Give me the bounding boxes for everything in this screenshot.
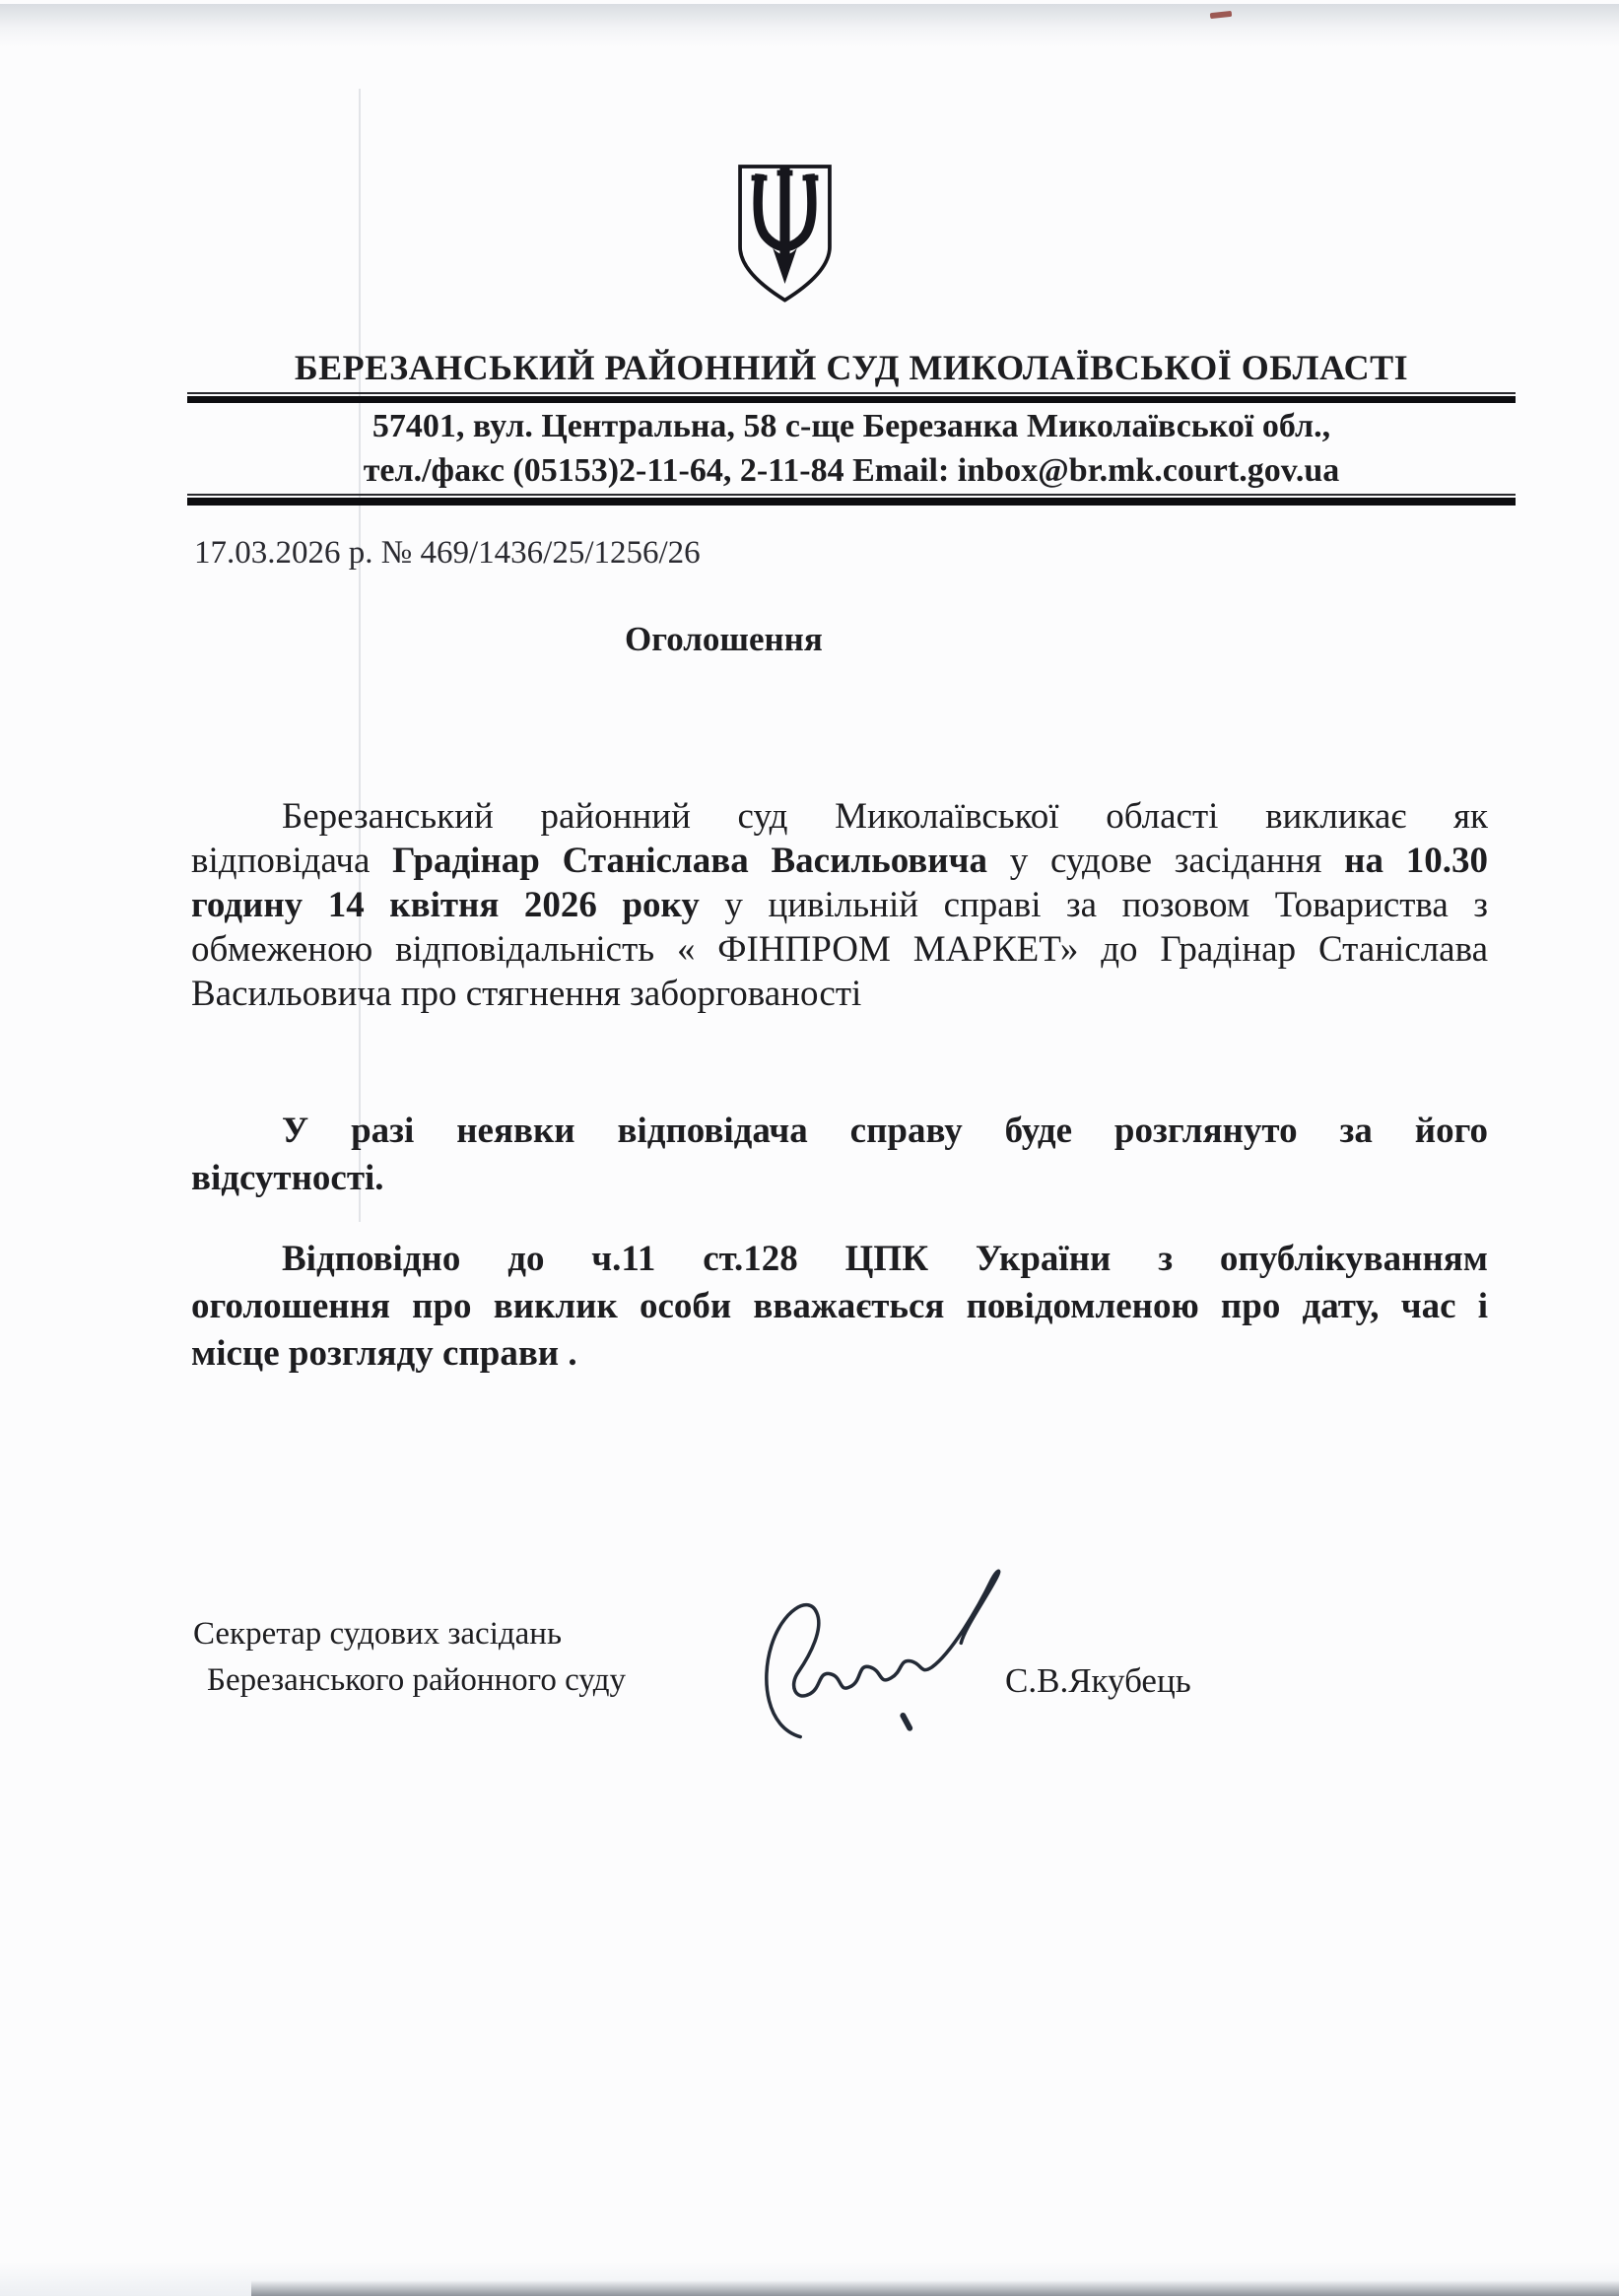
announcement-title: Оголошення bbox=[625, 620, 823, 658]
court-contact-line: тел./факс (05153)2-11-64, 2-11-84 Email: inbox@br.mk.court.gov.ua bbox=[363, 452, 1340, 489]
paragraph-summons bbox=[191, 794, 1488, 1016]
text-line: місце розгляду справи . bbox=[191, 1333, 577, 1374]
scan-artifact-bottom-edge bbox=[251, 2280, 1619, 2296]
text-line: У разі неявки відповідача справу буде розглянуто за його bbox=[282, 1111, 1488, 1151]
header-divider-top bbox=[187, 392, 1516, 403]
paragraph-absence-notice bbox=[191, 1108, 1488, 1202]
court-name-heading: БЕРЕЗАНСЬКИЙ РАЙОННИЙ СУД МИКОЛАЇВСЬКОЇ ОБЛАСТІ bbox=[294, 348, 1409, 387]
scan-artifact-vertical-line bbox=[359, 89, 361, 1222]
signature-role-block bbox=[193, 1611, 626, 1704]
text-line: Васильовича про стягнення заборгованості bbox=[191, 974, 862, 1014]
text-line: годину 14 квітня 2026 року у цивільній справі за позовом Товариства з bbox=[191, 885, 1488, 925]
signatory-name: С.В.Якубець bbox=[1005, 1661, 1191, 1700]
text-line: відсутності. bbox=[191, 1158, 384, 1198]
handwritten-signature-icon bbox=[757, 1565, 1086, 1752]
date-and-case-number: 17.03.2026 р. № 469/1436/25/1256/26 bbox=[194, 535, 701, 571]
signature-role-line-2: Березанського районного суду bbox=[207, 1662, 627, 1698]
text-line: обмеженою відповідальність « ФІНПРОМ МАРКЕТ» до Градінар Станіслава bbox=[191, 929, 1488, 970]
text-line: Відповідно до ч.11 ст.128 ЦПК України з опублікуванням bbox=[282, 1239, 1488, 1279]
header-divider-bottom bbox=[187, 494, 1516, 506]
text-line: оголошення про виклик особи вважається повідомленою про дату, час і bbox=[191, 1286, 1488, 1326]
scan-artifact-top-edge bbox=[0, 4, 1619, 47]
paragraph-legal-basis bbox=[191, 1236, 1488, 1378]
text-line: відповідача Градінар Станіслава Васильовича у судове засідання на 10.30 bbox=[191, 841, 1488, 881]
coat-of-arms-ukraine-icon bbox=[735, 156, 835, 312]
court-address-line: 57401, вул. Центральна, 58 с-ще Березанка Миколаївської обл., bbox=[371, 408, 1331, 444]
text-line: Березанський районний суд Миколаївської області викликає як bbox=[282, 796, 1488, 837]
signature-role-line-1: Секретар судових засідань bbox=[193, 1616, 563, 1652]
